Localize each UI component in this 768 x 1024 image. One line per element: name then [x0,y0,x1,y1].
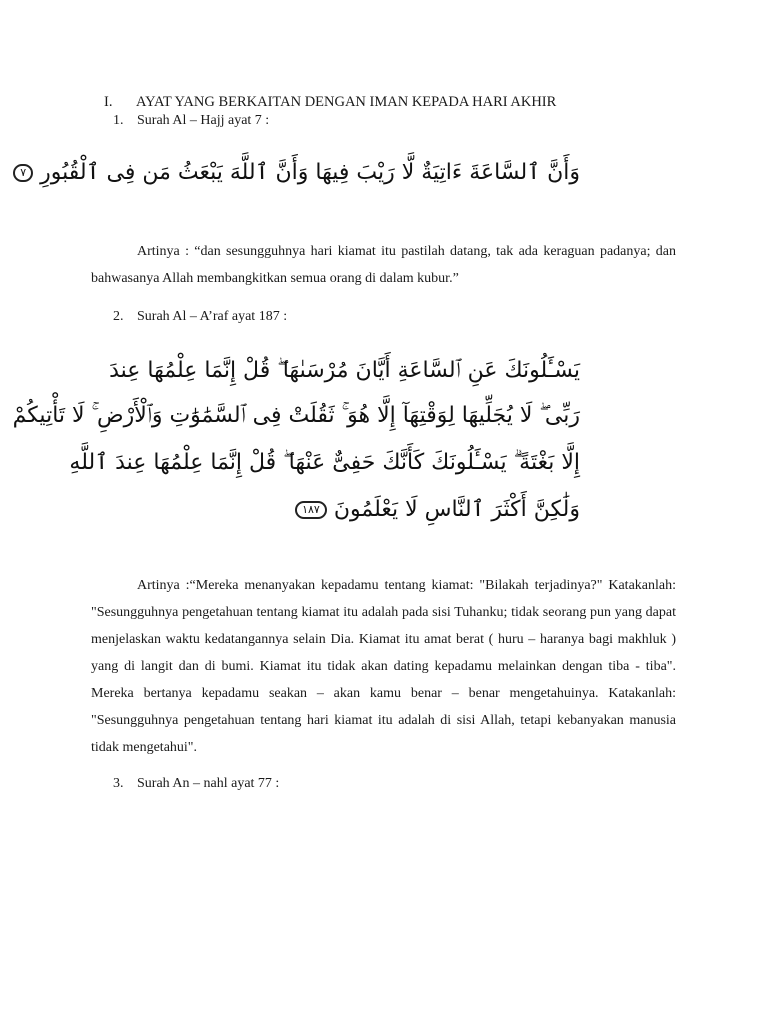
translation-paragraph-2 [91,572,676,761]
arabic-verse-line [109,358,580,383]
surah-label: Surah Al – Hajj ayat 7 : [137,113,270,128]
arabic-text: وَلَٰكِنَّ أَكْثَرَ ٱلنَّاسِ لَا يَعْلَمُونَ [333,497,580,522]
list-number: 1. [113,113,124,128]
translation-text: Artinya :“Mereka menanyakan kepadamu tentang kiamat: "Bilakah terjadinya?" Katakanlah: "Sesungguhnya pengetahuan tentang kiamat itu adalah pada sisi Tuhanku; tidak seorang pun yang dapat menjelaskan waktu kedatangannya selain Dia. Kiamat itu amat berat ( huru – haranya bagi makhluk ) yang di langit dan di bumi. Kiamat itu tidak akan dating kepadamu melainkan dengan tiba - tiba". Mereka bertanya kepadamu seakan – akan kamu benar – benar mengetahuinya. Katakanlah: "Sesungguhnya pengetahuan tentang hari kiamat itu adalah di sisi Allah, tetapi kebanyakan manusia tidak mengetahui". [91,578,676,755]
arabic-text: رَبِّى ۖ لَا يُجَلِّيهَا لِوَقْتِهَآ إِلَّا هُوَ ۚ ثَقُلَتْ فِى ٱلسَّمَٰوَٰتِ وَٱلْأَرْضِ ۚ لَا تَأْتِيكُمْ [12,403,580,428]
section-heading [104,94,556,111]
surah-label: Surah Al – A’raf ayat 187 : [137,309,288,324]
list-item-3-label [113,776,279,792]
translation-paragraph-1 [91,238,676,292]
arabic-text: وَأَنَّ ٱلسَّاعَةَ ءَاتِيَةٌ لَّا رَيْبَ فِيهَا وَأَنَّ ٱللَّهَ يَبْعَثُ مَن فِى ٱلْقُبُورِ [40,160,580,185]
arabic-verse-line [69,450,580,475]
list-number: 3. [113,776,124,791]
list-item-2-label [113,309,287,325]
list-number: 2. [113,309,124,324]
arabic-text: إِلَّا بَغْتَةً ۗ يَسْـَٔلُونَكَ كَأَنَّكَ حَفِىٌّ عَنْهَا ۖ قُلْ إِنَّمَا عِلْمُهَا عِندَ ٱللَّهِ [69,450,580,475]
section-title: AYAT YANG BERKAITAN DENGAN IMAN KEPADA HARI AKHIR [136,94,557,110]
ayah-number-marker: ٧ [13,164,33,182]
list-item-1-label [113,113,269,129]
ayah-number-marker: ١٨٧ [295,501,327,519]
arabic-verse-line [9,160,580,185]
arabic-text: يَسْـَٔلُونَكَ عَنِ ٱلسَّاعَةِ أَيَّانَ مُرْسَىٰهَا ۖ قُلْ إِنَّمَا عِلْمُهَا عِندَ [109,358,580,383]
arabic-verse-line [291,497,580,522]
surah-label: Surah An – nahl ayat 77 : [137,776,280,791]
translation-text: Artinya : “dan sesungguhnya hari kiamat itu pastilah datang, tak ada keraguan padanya; dan bahwasanya Allah membangkitkan semua orang di dalam kubur.” [91,244,676,286]
section-number: I. [104,94,113,110]
arabic-verse-line [13,403,580,428]
